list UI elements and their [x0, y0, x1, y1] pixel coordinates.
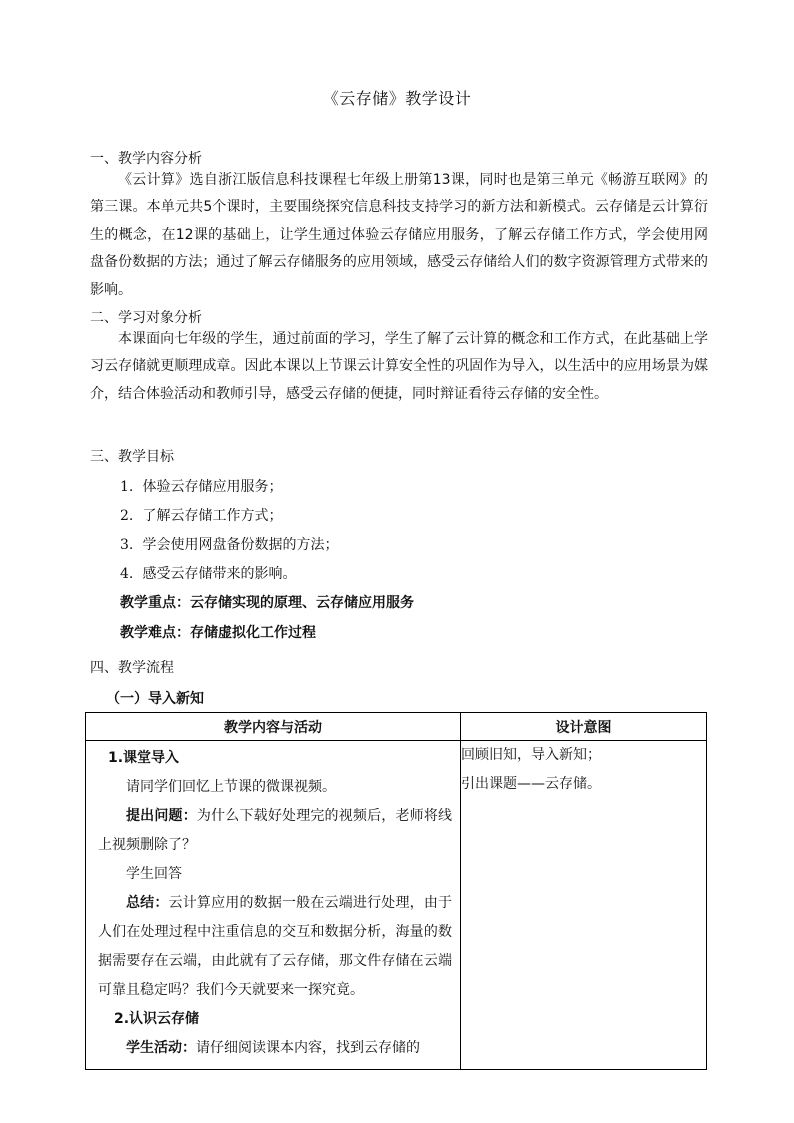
objective-item: [120, 476, 282, 496]
objective-text: 学会使用网盘备份数据的方法；: [142, 537, 339, 553]
objective-number: 1.: [120, 479, 134, 495]
objective-text: 体验云存储应用服务；: [142, 479, 283, 495]
objective-text: 感受云存储带来的影响。: [142, 566, 297, 582]
question-paragraph: [98, 802, 452, 860]
objective-number: 4.: [120, 566, 134, 582]
table-header-row: [86, 713, 707, 741]
sub-heading-introduction: （一）导入新知: [106, 691, 204, 707]
objective-item: [120, 534, 338, 554]
difficult-point: 教学难点：存储虚拟化工作过程: [120, 625, 316, 641]
question-text: 为什么下载好处理完的视频后，老师将线上视频删除了？: [98, 808, 453, 853]
summary-paragraph: [98, 889, 452, 1005]
step-text: 请同学们回忆上节课的微课视频。: [126, 779, 336, 795]
objective-item: [120, 563, 296, 583]
column-header-content: 教学内容与活动: [86, 713, 461, 741]
objective-number: 3.: [120, 537, 134, 553]
step-text: 学生回答: [126, 866, 182, 882]
section-heading-learner-analysis: 二、学习对象分析: [90, 310, 202, 326]
section-heading-teaching-flow: 四、教学流程: [90, 660, 174, 676]
learner-analysis-paragraph: 本课面向七年级的学生，通过前面的学习，学生了解了云计算的概念和工作方式，在此基础上学习云存储就更顺理成章。因此本课以上节课云计算安全性的巩固作为导入，以生活中的应用场景为媒介，结合体验活动和教师引导，感受云存储的便捷，同时辩证看待云存储的安全性。: [90, 331, 708, 402]
step-heading-lesson-intro: 1.课堂导入: [108, 750, 180, 766]
intent-line: 引出课题——云存储。: [461, 776, 601, 792]
intent-cell: [461, 741, 707, 1070]
content-analysis-paragraph: 《云计算》选自浙江版信息科技课程七年级上册第13课，同时也是第三单元《畅游互联网》的第三课。本单元共5个课时，主要围绕探究信息科技支持学习的新方法和新模式。云存储是云计算衍生的概念，在12课的基础上，让学生通过体验云存储应用服务，了解云存储工作方式，学会使用网盘备份数据的方法；通过了解云存储服务的应用领域，感受云存储给人们的数字资源管理方式带来的影响。: [90, 172, 708, 298]
content-cell: [86, 741, 461, 1070]
activity-text: 请仔细阅读课本内容，找到云存储的: [196, 1040, 420, 1056]
table-row: [86, 741, 707, 1070]
summary-label: 总结：: [126, 895, 169, 911]
column-header-intent: 设计意图: [461, 713, 707, 741]
summary-text: 云计算应用的数据一般在云端进行处理，由于人们在处理过程中注重信息的交互和数据分析，海量的数据需要存在云端，由此就有了云存储，那文件存储在云端可靠且稳定吗？我们今天就要来一探究竟。: [98, 895, 453, 998]
objective-item: [120, 505, 282, 525]
activity-label: 学生活动：: [126, 1040, 196, 1056]
intent-line: 回顾旧知，导入新知；: [461, 747, 601, 763]
question-label: 提出问题：: [126, 808, 197, 824]
section-heading-objectives: 三、教学目标: [90, 449, 174, 465]
section-heading-content-analysis: 一、教学内容分析: [90, 151, 202, 167]
step-heading-cloud-storage: 2.认识云存储: [114, 1011, 200, 1027]
key-point: 教学重点：云存储实现的原理、云存储应用服务: [120, 595, 414, 611]
objective-text: 了解云存储工作方式；: [142, 508, 283, 524]
activity-paragraph: [98, 1034, 452, 1063]
teaching-flow-table: [85, 712, 707, 1070]
document-title: 《云存储》教学设计: [322, 89, 472, 108]
objective-number: 2.: [120, 508, 134, 524]
